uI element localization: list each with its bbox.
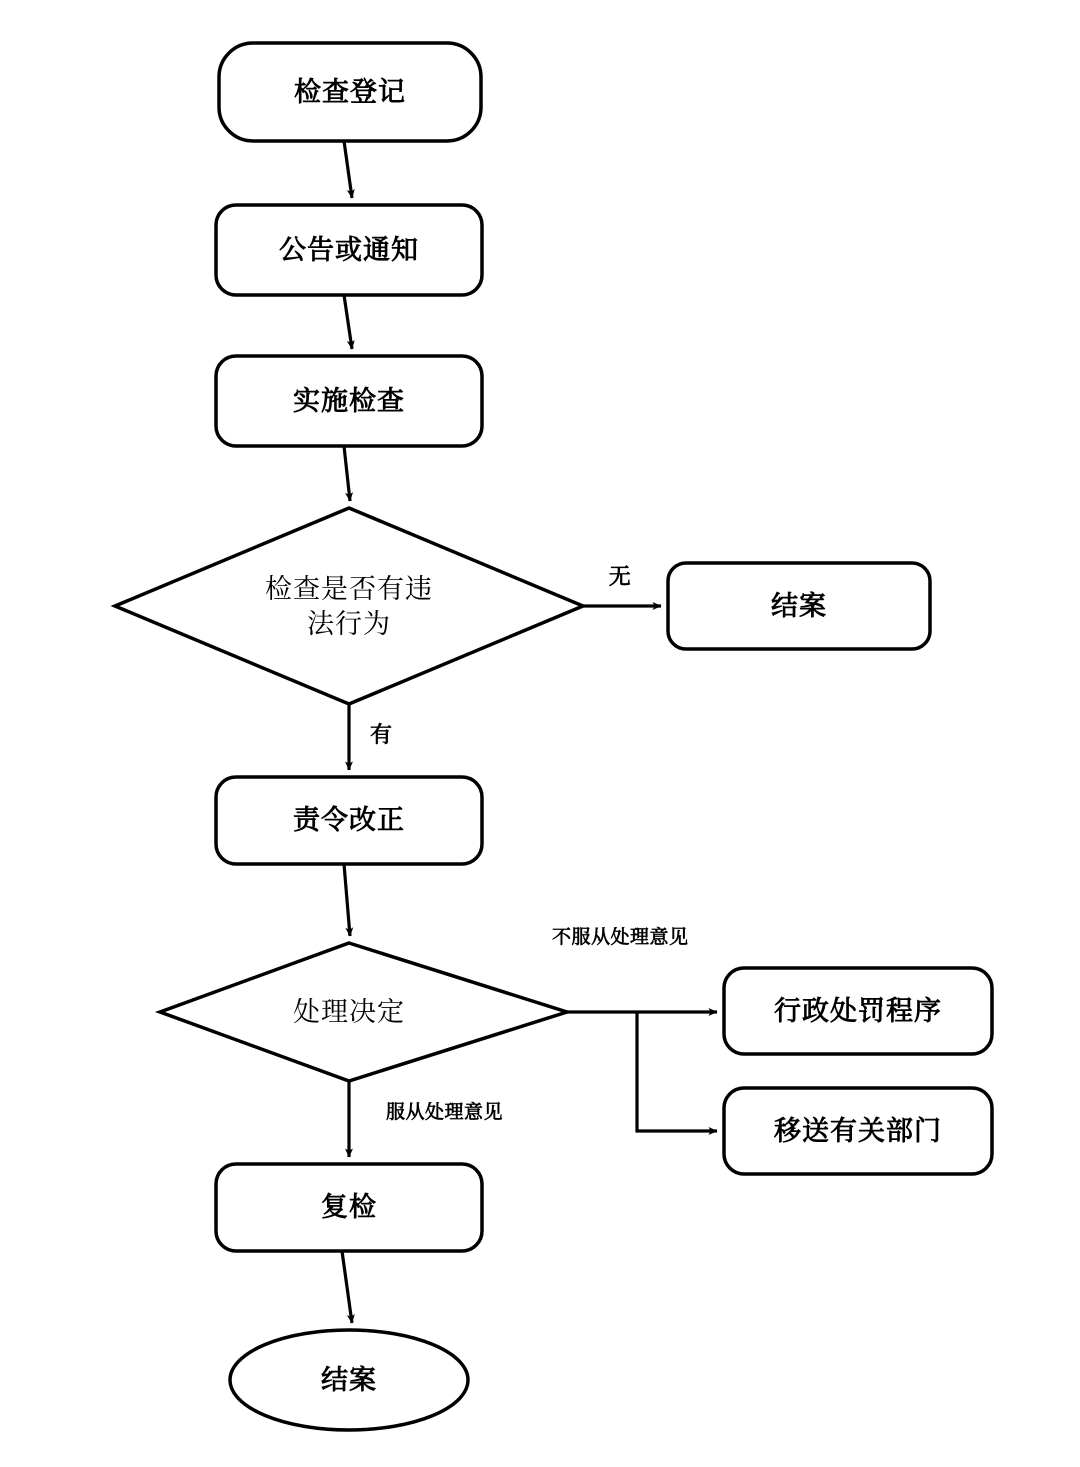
edge-inspect-to-decision1: [344, 446, 350, 501]
edge-label-no-violation: 无: [608, 564, 632, 589]
node-transfer-label: 移送有关部门: [774, 1115, 942, 1146]
node-notice-label: 公告或通知: [279, 234, 419, 265]
edge-label-has-violation: 有: [370, 722, 393, 747]
edge-decision2-to-transfer: [637, 1012, 717, 1131]
edge-order-to-decision2: [344, 864, 350, 936]
node-order-label: 责令改正: [293, 805, 405, 836]
edge-recheck-to-close2: [342, 1251, 352, 1323]
edge-notice-to-inspect: [344, 295, 352, 349]
node-recheck-label: 复检: [321, 1192, 377, 1223]
node-close1-label: 结案: [771, 590, 827, 621]
node-penalty-label: 行政处罚程序: [774, 995, 942, 1026]
edge-label-agree: 服从处理意见: [386, 1102, 504, 1123]
node-start-label: 检查登记: [294, 76, 406, 107]
node-close2-label: 结案: [321, 1364, 377, 1395]
node-decision1-label: 检查是否有违 法行为: [265, 574, 433, 639]
node-close1-shape: [668, 563, 930, 649]
node-transfer-shape: [724, 1088, 992, 1174]
node-close2-shape: [230, 1330, 468, 1430]
node-decision1-shape: [115, 508, 583, 704]
node-inspect-shape: [216, 356, 482, 446]
node-decision2-shape: [160, 943, 567, 1081]
node-recheck-shape: [216, 1164, 482, 1251]
node-order-shape: [216, 777, 482, 864]
node-inspect-label: 实施检查: [293, 385, 405, 416]
node-decision2-label: 处理决定: [293, 996, 405, 1027]
node-start-shape: [219, 43, 481, 141]
node-penalty-shape: [724, 968, 992, 1054]
edge-label-disagree: 不服从处理意见: [552, 927, 689, 948]
edge-start-to-notice: [344, 141, 352, 198]
node-notice-shape: [216, 205, 482, 295]
